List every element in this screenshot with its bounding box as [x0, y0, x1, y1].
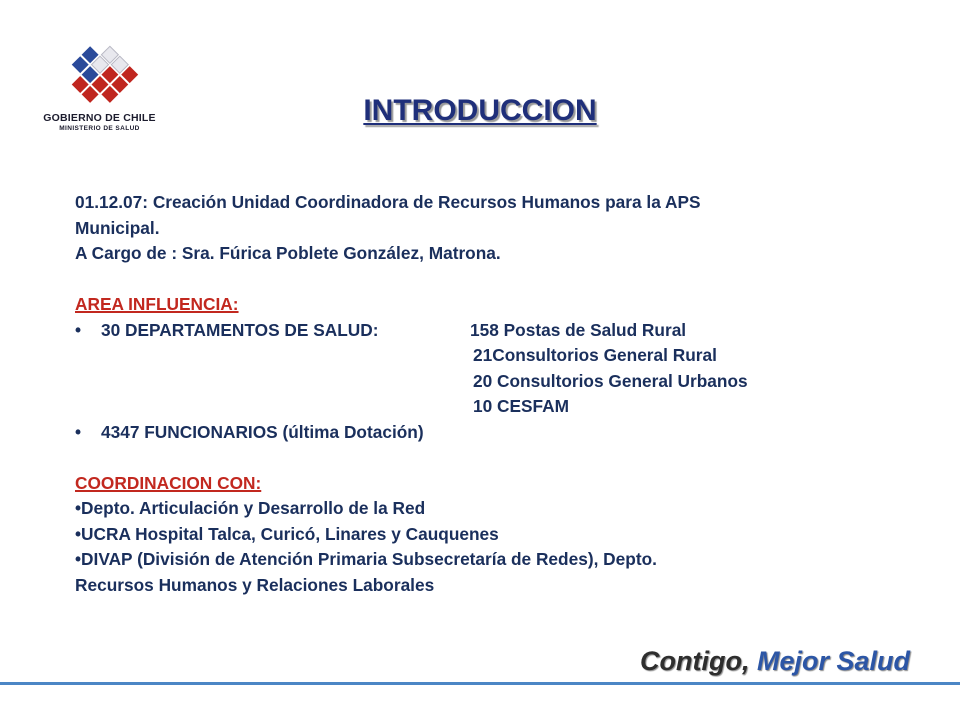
intro-line-1: 01.12.07: Creación Unidad Coordinadora de Recursos Humanos para la APS: [75, 192, 701, 212]
intro-line-3: A Cargo de : Sra. Fúrica Poblete González, Matrona.: [75, 243, 501, 263]
coordinacion-item-articulacion: •Depto. Articulación y Desarrollo de la Red: [75, 498, 426, 518]
footer-slogan: [640, 646, 910, 677]
cesfam-text: 10 CESFAM: [473, 396, 570, 416]
logo-gobierno-text: GOBIERNO DE CHILE: [43, 112, 156, 124]
coordinacion-item-ucra: •UCRA Hospital Talca, Curicó, Linares y Cauquenes: [75, 523, 499, 544]
slogan-mejor-salud: Mejor Salud: [749, 646, 910, 676]
footer-divider: [0, 682, 960, 685]
slogan-contigo: Contigo,: [640, 646, 750, 676]
coordinacion-item-divap-continuation: Recursos Humanos y Relaciones Laborales: [75, 574, 435, 595]
intro-line-2: Municipal.: [75, 217, 160, 238]
departamentos-row: [75, 318, 875, 344]
funcionarios-text: 4347 FUNCIONARIOS (última Dotación): [101, 421, 424, 442]
slide-body: [75, 190, 875, 598]
page-title: INTRODUCCION: [363, 94, 597, 127]
consultorios-urbanos-text: 20 Consultorios General Urbanos: [473, 370, 748, 391]
coordinacion-heading: COORDINACION CON:: [75, 472, 262, 493]
funcionarios-row: [75, 420, 875, 446]
postas-rurales-text: 158 Postas de Salud Rural: [470, 319, 687, 340]
bullet-icon: •: [75, 421, 82, 442]
departamentos-label: 30 DEPARTAMENTOS DE SALUD:: [101, 319, 379, 340]
area-influencia-heading: AREA INFLUENCIA:: [75, 294, 239, 314]
consultorios-rurales-text: 21Consultorios General Rural: [473, 345, 717, 365]
coordinacion-item-divap: •DIVAP (División de Atención Primaria Subsecretaría de Redes), Depto.: [75, 549, 657, 569]
bullet-icon: •: [75, 319, 82, 340]
logo-ministerio-text: MINISTERIO DE SALUD: [59, 125, 140, 132]
